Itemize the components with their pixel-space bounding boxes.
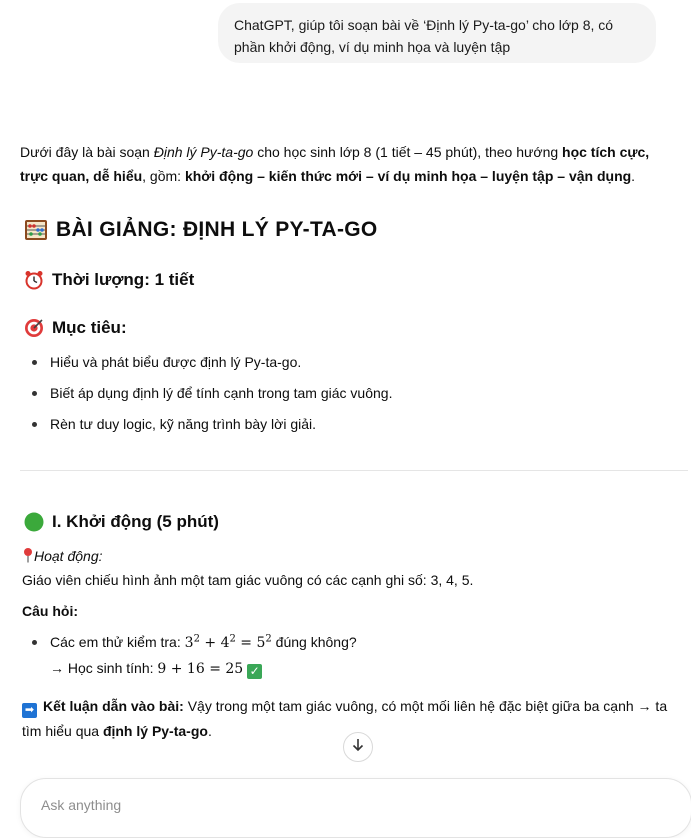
user-message-bubble — [218, 3, 656, 63]
section-heading-text: I. Khởi động (5 phút) — [52, 512, 219, 531]
pushpin-icon — [22, 547, 34, 569]
composer — [20, 778, 691, 838]
objectives-heading-text: Mục tiêu: — [52, 318, 127, 337]
objectives-heading — [24, 318, 127, 338]
question-text: Các em thử kiểm tra: — [50, 634, 185, 650]
answer-equation: 9 + 16 = 25 — [157, 661, 244, 677]
target-icon — [24, 318, 44, 338]
equation: $3^2 + 4^2 = 5^2$ — [184, 633, 272, 651]
objectives-list — [30, 351, 392, 444]
list-item: Biết áp dụng định lý để tính cạnh trong tam giác vuông. — [30, 382, 392, 413]
user-message-text: ChatGPT, giúp tôi soạn bài về ‘Định lý Py-ta-go’ cho lớp 8, có phần khởi động, ví dụ minh họa và luyện tập — [234, 17, 614, 55]
scroll-to-bottom-button[interactable] — [343, 732, 373, 762]
activity-label-text: Hoạt động: — [34, 548, 103, 564]
duration-text: Thời lượng: 1 tiết — [52, 270, 195, 289]
green-circle-icon — [24, 512, 44, 532]
section-heading — [24, 512, 219, 532]
alarm-clock-icon — [24, 270, 44, 290]
intro-bold: khởi động – kiến thức mới – ví dụ minh họa – luyện tập – vận dụng — [184, 168, 632, 184]
intro-text: , gồm: — [142, 168, 185, 184]
question-text: đúng không? — [271, 634, 357, 650]
intro-text: Dưới đây là bài soạn — [20, 144, 154, 160]
message-input[interactable] — [39, 796, 643, 814]
conclusion-bold: định lý Py-ta-go — [102, 723, 208, 739]
conclusion-text: . — [207, 723, 212, 739]
activity-label — [22, 545, 103, 569]
intro-italic: Định lý Py-ta-go — [153, 144, 254, 160]
intro-bold: học tích cực, trực quan, dễ hiểu — [20, 144, 650, 184]
conclusion-label: Kết luận dẫn vào bài: — [43, 698, 184, 714]
question-label: Câu hỏi: — [22, 603, 78, 619]
list-item: Rèn tư duy logic, kỹ năng trình bày lời giải. — [30, 413, 392, 444]
lesson-title — [24, 218, 378, 242]
bullet-dot — [32, 640, 37, 645]
arrow-down-icon — [351, 738, 365, 757]
list-item: Hiểu và phát biểu được định lý Py-ta-go. — [30, 351, 392, 382]
conclusion-text: Vậy trong một tam giác vuông, có một mối liên hệ đặc biệt giữa ba cạnh → ta tìm hiểu qua — [22, 698, 668, 739]
right-arrow-icon: ➡ — [22, 703, 37, 718]
intro-text: . — [631, 168, 636, 184]
answer-text: → Học sinh tính: — [50, 660, 158, 676]
duration-heading — [24, 270, 194, 290]
intro-paragraph — [20, 140, 680, 188]
activity-text: Giáo viên chiếu hình ảnh một tam giác vuông có các cạnh ghi số: 3, 4, 5. — [22, 572, 474, 588]
intro-text: cho học sinh lớp 8 (1 tiết – 45 phút), theo hướng — [253, 144, 563, 160]
check-mark-icon: ✓ — [247, 664, 262, 679]
abacus-icon — [24, 219, 48, 241]
question-item — [30, 631, 357, 680]
section-divider — [20, 470, 688, 471]
lesson-title-text: BÀI GIẢNG: ĐỊNH LÝ PY-TA-GO — [56, 218, 378, 241]
